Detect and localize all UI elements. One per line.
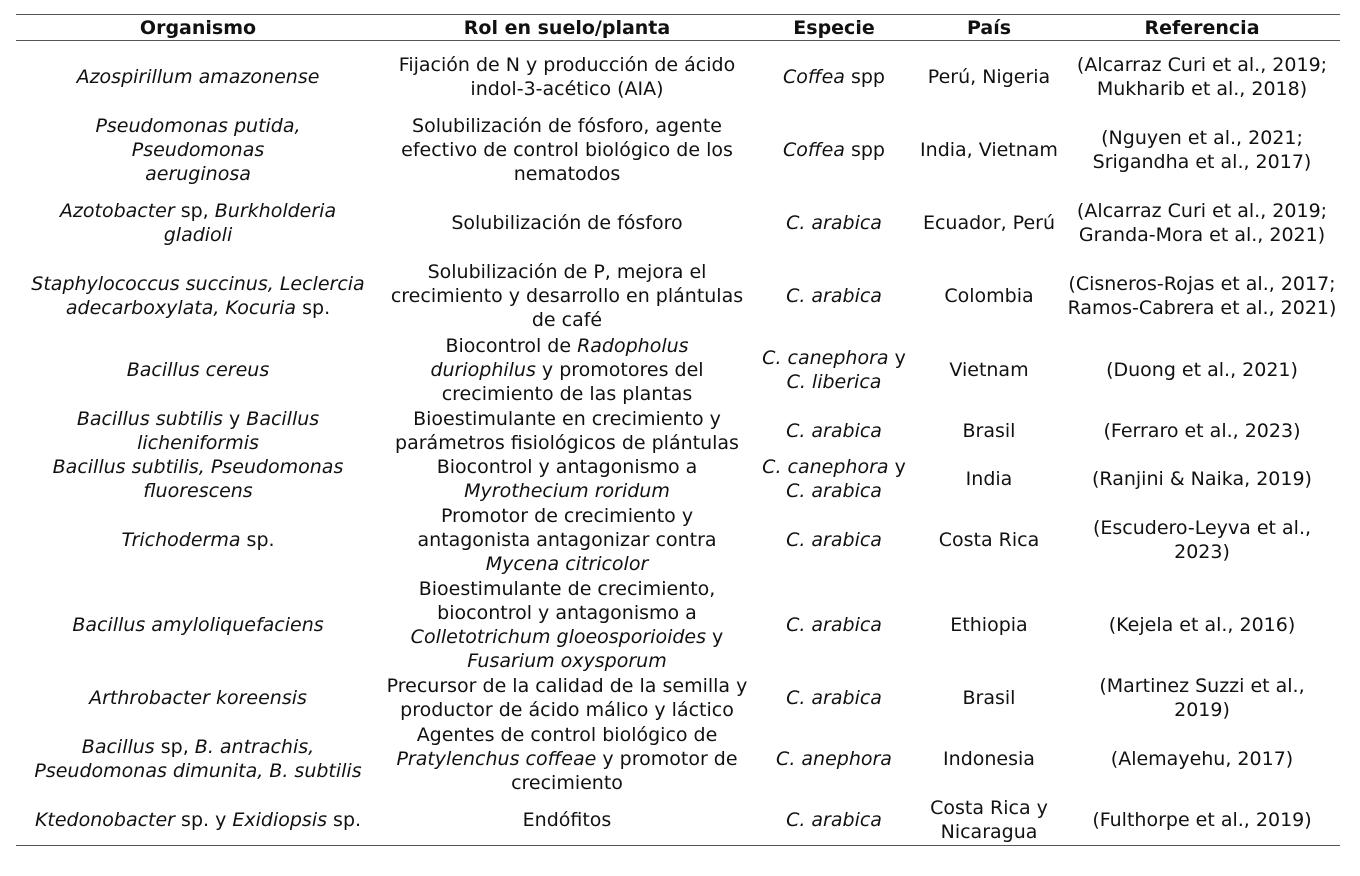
organisms-table (16, 14, 1340, 846)
cell-rol: Fijación de N y producción de ácido indol-3-acético (AIA) (398, 53, 736, 100)
cell-organismo: Ktedonobacter sp. y Exidiopsis sp. (34, 809, 362, 832)
cell-pais: Colombia (944, 285, 1034, 307)
cell-rol: Biocontrol de Radopholus duriophilus y promotores del crecimiento de las plantas (430, 334, 704, 405)
cell-rol: Solubilización de fósforo (451, 212, 683, 234)
table-row (16, 407, 1340, 455)
table-row (16, 504, 1340, 577)
cell-especie: C. arabica (786, 529, 882, 551)
cell-referencia: (Ferraro et al., 2023) (1103, 419, 1301, 442)
table-row (16, 674, 1340, 723)
cell-organismo: Azospirillum amazonense (76, 65, 320, 88)
cell-especie: C. arabica (786, 809, 882, 832)
cell-organismo: Bacillus amyloliquefaciens (72, 614, 324, 636)
header-pais: País (966, 16, 1012, 39)
table-row (16, 723, 1340, 796)
cell-referencia: (Alemayehu, 2017) (1110, 748, 1294, 770)
cell-organismo: Arthrobacter koreensis (89, 687, 307, 709)
table-row (16, 187, 1340, 260)
cell-especie: Coffea spp (783, 138, 885, 161)
cell-rol: Precursor de la calidad de la semilla y productor de ácido málico y láctico (386, 675, 748, 721)
cell-especie: C. arabica (786, 687, 882, 709)
cell-referencia: (Duong et al., 2021) (1106, 358, 1298, 381)
cell-pais: India, Vietnam (920, 138, 1058, 161)
cell-rol: Bioestimulante en crecimiento y parámetros fisiológicos de plántulas (395, 407, 739, 454)
cell-pais: Ethiopia (950, 614, 1028, 636)
cell-especie: C. anephora (776, 748, 892, 770)
cell-rol: Biocontrol y antagonismo a Myrothecium roridum (436, 456, 698, 502)
cell-referencia: (Escudero-Leyva et al., 2023) (1092, 517, 1312, 563)
cell-organismo: Trichoderma sp. (121, 529, 275, 551)
table-row (16, 41, 1340, 113)
table-row (16, 333, 1340, 407)
cell-referencia: (Nguyen et al., 2021; Srigandha et al., 2017) (1092, 126, 1312, 173)
cell-pais: Perú, Nigeria (927, 65, 1051, 88)
table-row (16, 455, 1340, 504)
cell-rol: Endófitos (522, 809, 612, 832)
header-rol: Rol en suelo/planta (463, 16, 671, 39)
cell-especie: C. arabica (786, 614, 882, 636)
cell-pais: Costa Rica y Nicaragua (930, 797, 1048, 844)
header-referencia: Referencia (1144, 16, 1260, 39)
cell-pais: Brasil (962, 419, 1016, 442)
cell-especie: C. arabica (786, 419, 882, 442)
cell-referencia: (Kejela et al., 2016) (1108, 614, 1296, 636)
cell-referencia: (Ranjini & Naika, 2019) (1092, 468, 1312, 490)
cell-pais: Indonesia (943, 748, 1035, 770)
cell-especie: C. canephora y C. arabica (762, 456, 906, 502)
table-row (16, 796, 1340, 846)
cell-organismo: Bacillus cereus (126, 358, 270, 381)
cell-organismo: Bacillus sp, B. antrachis, Pseudomonas dimunita, B. subtilis (34, 736, 362, 782)
cell-especie: C. canephora y C. liberica (762, 346, 906, 393)
header-organismo: Organismo (139, 16, 257, 39)
cell-especie: C. arabica (786, 212, 882, 234)
cell-especie: Coffea spp (783, 65, 885, 88)
cell-organismo: Pseudomonas putida, Pseudomonas aeruginosa (95, 114, 301, 185)
cell-rol: Agentes de control biológico de Pratylenchus coffeae y promotor de crecimiento (396, 724, 738, 794)
header-especie: Especie (793, 16, 875, 39)
cell-pais: Costa Rica (938, 529, 1040, 551)
table-row (16, 113, 1340, 187)
cell-rol: Solubilización de fósforo, agente efectivo de control biológico de los nematodos (401, 114, 733, 185)
cell-rol: Solubilización de P, mejora el crecimiento y desarrollo en plántulas de café (390, 261, 744, 331)
cell-organismo: Staphylococcus succinus, Leclercia adecarboxylata, Kocuria sp. (31, 273, 365, 319)
cell-referencia: (Alcarraz Curi et al., 2019; Mukharib et al., 2018) (1076, 53, 1328, 100)
cell-pais: India (965, 468, 1013, 490)
cell-rol: Promotor de crecimiento y antagonista antagonizar contra Mycena citricolor (417, 505, 717, 575)
header-row (16, 15, 1340, 41)
table-row (16, 577, 1340, 674)
cell-organismo: Azotobacter sp, Burkholderia gladioli (59, 200, 337, 246)
cell-rol: Bioestimulante de crecimiento, biocontrol y antagonismo a Colletotrichum gloeosporioides y Fusarium oxysporum (410, 578, 724, 672)
cell-pais: Vietnam (949, 358, 1029, 381)
table-row (16, 260, 1340, 333)
cell-referencia: (Alcarraz Curi et al., 2019; Granda-Mora et al., 2021) (1076, 200, 1328, 246)
cell-especie: C. arabica (786, 285, 882, 307)
cell-referencia: (Martinez Suzzi et al., 2019) (1099, 675, 1305, 721)
cell-pais: Ecuador, Perú (922, 212, 1056, 234)
cell-pais: Brasil (962, 687, 1016, 709)
cell-organismo: Bacillus subtilis y Bacillus licheniformis (76, 407, 320, 454)
cell-organismo: Bacillus subtilis, Pseudomonas fluorescens (52, 456, 344, 502)
cell-referencia: (Cisneros-Rojas et al., 2017; Ramos-Cabrera et al., 2021) (1067, 273, 1337, 319)
cell-referencia: (Fulthorpe et al., 2019) (1092, 809, 1312, 832)
